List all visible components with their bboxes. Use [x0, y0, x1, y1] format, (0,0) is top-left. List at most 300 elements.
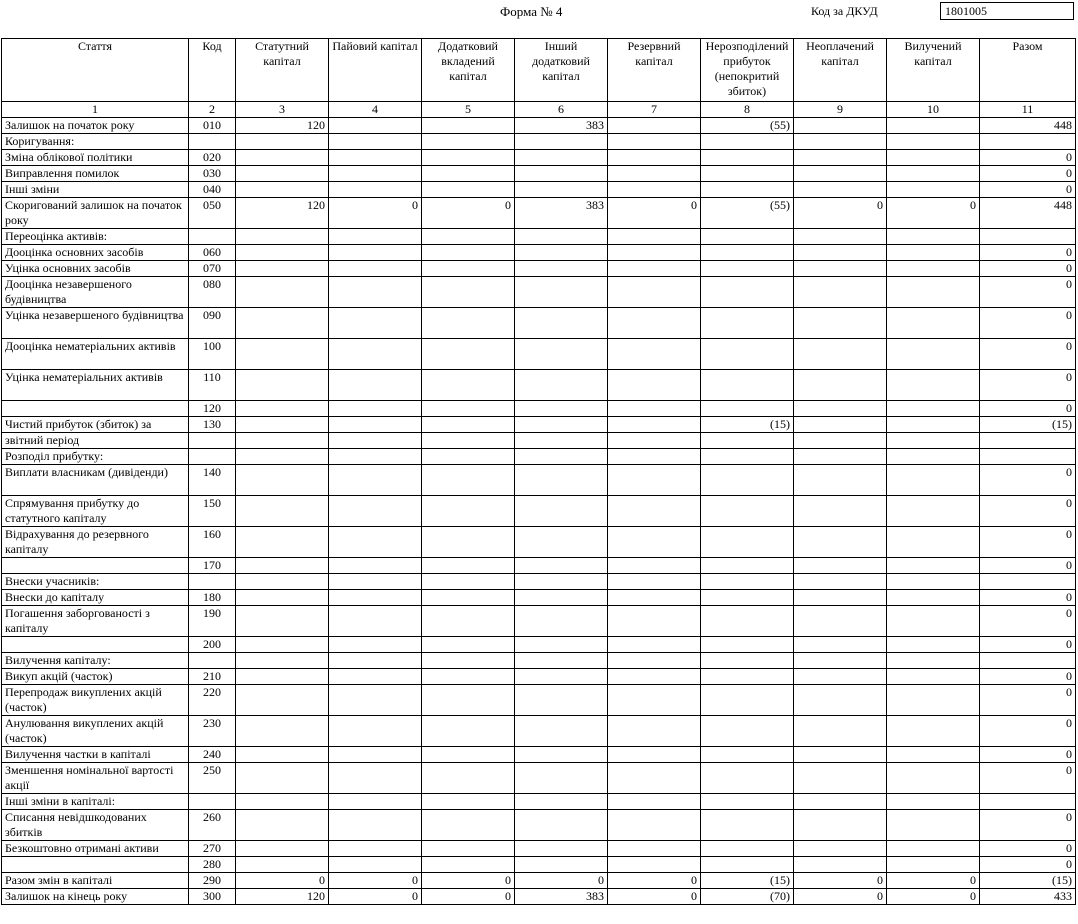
value-cell [608, 716, 701, 747]
row-label: Безкоштовно отримані активи [2, 841, 189, 857]
value-cell: 0 [980, 716, 1076, 747]
value-cell: 0 [980, 590, 1076, 606]
row-label: Виплати власникам (дивіденди) [2, 465, 189, 496]
value-cell [608, 810, 701, 841]
column-header: Стаття [2, 39, 189, 102]
table-row [2, 465, 1076, 496]
value-cell [422, 401, 515, 417]
value-cell [608, 118, 701, 134]
value-cell: 0 [980, 339, 1076, 370]
value-cell [236, 496, 329, 527]
value-cell [329, 496, 422, 527]
value-cell [701, 574, 794, 590]
row-label [2, 401, 189, 417]
value-cell [422, 182, 515, 198]
value-cell [236, 308, 329, 339]
row-label: Уцінка незавершеного будівництва [2, 308, 189, 339]
value-cell [980, 794, 1076, 810]
value-cell [701, 763, 794, 794]
value-cell [701, 245, 794, 261]
row-label: Відрахування до резервного капіталу [2, 527, 189, 558]
value-cell [515, 449, 608, 465]
table-row [2, 810, 1076, 841]
value-cell [608, 637, 701, 653]
value-cell [329, 339, 422, 370]
value-cell [608, 339, 701, 370]
value-cell: 0 [980, 857, 1076, 873]
value-cell [515, 417, 608, 433]
value-cell [329, 433, 422, 449]
row-label: Переоцінка активів: [2, 229, 189, 245]
value-cell [236, 465, 329, 496]
value-cell [794, 669, 887, 685]
value-cell: 0 [980, 166, 1076, 182]
row-label [2, 857, 189, 873]
value-cell [608, 527, 701, 558]
value-cell [887, 669, 980, 685]
value-cell: 0 [887, 873, 980, 889]
value-cell [608, 261, 701, 277]
value-cell [887, 229, 980, 245]
value-cell [887, 166, 980, 182]
row-label [2, 558, 189, 574]
value-cell [608, 465, 701, 496]
value-cell [329, 150, 422, 166]
value-cell [701, 465, 794, 496]
value-cell [887, 277, 980, 308]
value-cell: 0 [329, 889, 422, 905]
column-number: 2 [189, 102, 236, 118]
value-cell [236, 339, 329, 370]
value-cell [329, 182, 422, 198]
value-cell [422, 763, 515, 794]
row-code [189, 449, 236, 465]
value-cell [329, 229, 422, 245]
table-row [2, 182, 1076, 198]
value-cell: 0 [980, 370, 1076, 401]
value-cell [608, 841, 701, 857]
row-code: 180 [189, 590, 236, 606]
value-cell: 0 [980, 637, 1076, 653]
value-cell [794, 433, 887, 449]
value-cell [794, 308, 887, 339]
value-cell [422, 653, 515, 669]
value-cell [236, 574, 329, 590]
value-cell [329, 606, 422, 637]
value-cell [515, 747, 608, 763]
value-cell [701, 339, 794, 370]
value-cell [980, 653, 1076, 669]
value-cell [329, 794, 422, 810]
value-cell: 0 [608, 198, 701, 229]
value-cell [608, 653, 701, 669]
row-code: 170 [189, 558, 236, 574]
table-row [2, 433, 1076, 449]
value-cell [794, 747, 887, 763]
value-cell: 0 [329, 198, 422, 229]
value-cell [236, 763, 329, 794]
value-cell [980, 449, 1076, 465]
value-cell [236, 370, 329, 401]
value-cell [422, 496, 515, 527]
value-cell: 120 [236, 198, 329, 229]
value-cell [701, 433, 794, 449]
row-code: 160 [189, 527, 236, 558]
table-row [2, 669, 1076, 685]
value-cell [701, 370, 794, 401]
value-cell [236, 747, 329, 763]
value-cell [515, 653, 608, 669]
value-cell: 0 [608, 889, 701, 905]
row-code [189, 134, 236, 150]
row-code: 220 [189, 685, 236, 716]
table-row [2, 449, 1076, 465]
row-code: 100 [189, 339, 236, 370]
row-label: Розподіл прибутку: [2, 449, 189, 465]
value-cell [980, 433, 1076, 449]
value-cell [887, 747, 980, 763]
value-cell [794, 653, 887, 669]
value-cell [236, 637, 329, 653]
value-cell: (15) [980, 417, 1076, 433]
column-number: 11 [980, 102, 1076, 118]
value-cell [422, 606, 515, 637]
value-cell [515, 277, 608, 308]
column-number: 6 [515, 102, 608, 118]
column-numbers [2, 102, 1076, 118]
column-header: Інший додатковий капітал [515, 39, 608, 102]
value-cell [980, 134, 1076, 150]
value-cell [329, 449, 422, 465]
table-row [2, 763, 1076, 794]
value-cell [794, 590, 887, 606]
value-cell [422, 637, 515, 653]
value-cell: 120 [236, 118, 329, 134]
value-cell [608, 370, 701, 401]
value-cell [794, 134, 887, 150]
value-cell [608, 496, 701, 527]
value-cell [236, 653, 329, 669]
value-cell [422, 794, 515, 810]
value-cell [236, 558, 329, 574]
value-cell [701, 166, 794, 182]
value-cell [887, 590, 980, 606]
value-cell: 0 [980, 277, 1076, 308]
value-cell [236, 606, 329, 637]
row-code: 230 [189, 716, 236, 747]
table-row [2, 245, 1076, 261]
value-cell [701, 401, 794, 417]
table-row [2, 716, 1076, 747]
value-cell: 0 [980, 763, 1076, 794]
value-cell [887, 794, 980, 810]
value-cell [422, 465, 515, 496]
value-cell [515, 841, 608, 857]
value-cell [608, 857, 701, 873]
value-cell [608, 308, 701, 339]
table-row [2, 685, 1076, 716]
value-cell [422, 527, 515, 558]
value-cell: 0 [980, 308, 1076, 339]
value-cell [887, 574, 980, 590]
value-cell: 0 [980, 245, 1076, 261]
value-cell [236, 182, 329, 198]
value-cell [608, 401, 701, 417]
value-cell [236, 857, 329, 873]
value-cell [794, 637, 887, 653]
value-cell [422, 370, 515, 401]
table-row [2, 261, 1076, 277]
value-cell [422, 339, 515, 370]
column-number: 5 [422, 102, 515, 118]
value-cell [794, 417, 887, 433]
value-cell: 0 [329, 873, 422, 889]
value-cell [515, 339, 608, 370]
table-row [2, 134, 1076, 150]
value-cell: 0 [980, 465, 1076, 496]
value-cell: 383 [515, 198, 608, 229]
row-code [189, 574, 236, 590]
value-cell [422, 590, 515, 606]
value-cell [608, 747, 701, 763]
row-code: 080 [189, 277, 236, 308]
value-cell [794, 716, 887, 747]
value-cell [329, 261, 422, 277]
value-cell [515, 857, 608, 873]
value-cell [329, 685, 422, 716]
value-cell [608, 558, 701, 574]
table-row [2, 889, 1076, 905]
row-label: Чистий прибуток (збиток) за [2, 417, 189, 433]
value-cell [515, 261, 608, 277]
table-row [2, 229, 1076, 245]
value-cell [329, 590, 422, 606]
row-label: Коригування: [2, 134, 189, 150]
table-row [2, 558, 1076, 574]
row-code: 010 [189, 118, 236, 134]
value-cell [422, 261, 515, 277]
value-cell [608, 150, 701, 166]
value-cell [701, 637, 794, 653]
row-label: Уцінка основних засобів [2, 261, 189, 277]
value-cell [329, 465, 422, 496]
value-cell [794, 841, 887, 857]
value-cell [887, 449, 980, 465]
value-cell [887, 118, 980, 134]
row-label: Залишок на початок року [2, 118, 189, 134]
value-cell [236, 449, 329, 465]
value-cell [329, 669, 422, 685]
value-cell [608, 574, 701, 590]
value-cell: 0 [422, 198, 515, 229]
value-cell [515, 465, 608, 496]
row-label: Внески учасників: [2, 574, 189, 590]
row-code: 250 [189, 763, 236, 794]
value-cell [794, 496, 887, 527]
value-cell [608, 417, 701, 433]
row-label: Уцінка нематеріальних активів [2, 370, 189, 401]
table-row [2, 527, 1076, 558]
value-cell [608, 669, 701, 685]
value-cell [980, 229, 1076, 245]
form-title: Форма № 4 [500, 4, 563, 19]
value-cell [236, 150, 329, 166]
value-cell [701, 527, 794, 558]
value-cell: 0 [980, 182, 1076, 198]
value-cell: 0 [794, 889, 887, 905]
value-cell [236, 527, 329, 558]
value-cell [701, 449, 794, 465]
table-row [2, 496, 1076, 527]
value-cell [887, 857, 980, 873]
value-cell [236, 841, 329, 857]
value-cell: 120 [236, 889, 329, 905]
table-row [2, 606, 1076, 637]
value-cell [422, 841, 515, 857]
column-header: Пайовий капітал [329, 39, 422, 102]
value-cell [515, 308, 608, 339]
row-code: 050 [189, 198, 236, 229]
value-cell [236, 810, 329, 841]
value-cell [515, 637, 608, 653]
row-label: Разом змін в капіталі [2, 873, 189, 889]
row-label: Списання невідшкодованих збитків [2, 810, 189, 841]
value-cell [329, 277, 422, 308]
value-cell [236, 134, 329, 150]
value-cell [794, 277, 887, 308]
value-cell [236, 245, 329, 261]
row-label: Анулювання викуплених акцій (часток) [2, 716, 189, 747]
column-number: 8 [701, 102, 794, 118]
value-cell [329, 370, 422, 401]
value-cell: 0 [794, 873, 887, 889]
value-cell [887, 261, 980, 277]
value-cell [701, 558, 794, 574]
value-cell [887, 716, 980, 747]
row-label: Скоригований залишок на початок року [2, 198, 189, 229]
value-cell [515, 401, 608, 417]
table-row [2, 401, 1076, 417]
value-cell: 0 [980, 606, 1076, 637]
value-cell [422, 558, 515, 574]
value-cell [422, 810, 515, 841]
table-row [2, 417, 1076, 433]
value-cell [701, 653, 794, 669]
row-label: Залишок на кінець року [2, 889, 189, 905]
value-cell [329, 527, 422, 558]
row-label: звітний період [2, 433, 189, 449]
value-cell [887, 339, 980, 370]
value-cell [422, 449, 515, 465]
value-cell [329, 574, 422, 590]
value-cell [608, 245, 701, 261]
table-row [2, 747, 1076, 763]
row-code [189, 229, 236, 245]
row-code: 280 [189, 857, 236, 873]
value-cell: 0 [422, 873, 515, 889]
value-cell [794, 370, 887, 401]
row-code: 270 [189, 841, 236, 857]
value-cell [887, 308, 980, 339]
value-cell [794, 401, 887, 417]
row-code: 290 [189, 873, 236, 889]
value-cell [422, 229, 515, 245]
column-header: Код [189, 39, 236, 102]
value-cell [422, 277, 515, 308]
value-cell [887, 558, 980, 574]
value-cell [701, 685, 794, 716]
value-cell: 0 [980, 496, 1076, 527]
value-cell [329, 716, 422, 747]
value-cell [515, 166, 608, 182]
value-cell [422, 150, 515, 166]
column-number: 10 [887, 102, 980, 118]
value-cell [515, 370, 608, 401]
table-row [2, 574, 1076, 590]
value-cell [608, 134, 701, 150]
value-cell [608, 449, 701, 465]
value-cell [887, 134, 980, 150]
value-cell [887, 150, 980, 166]
table-row [2, 857, 1076, 873]
value-cell [794, 182, 887, 198]
value-cell: (55) [701, 198, 794, 229]
table-row [2, 590, 1076, 606]
value-cell [329, 747, 422, 763]
value-cell [329, 118, 422, 134]
form-header [0, 0, 1078, 38]
value-cell [608, 590, 701, 606]
row-code: 040 [189, 182, 236, 198]
value-cell [701, 841, 794, 857]
value-cell [701, 794, 794, 810]
value-cell [515, 433, 608, 449]
value-cell: 448 [980, 198, 1076, 229]
value-cell [887, 653, 980, 669]
value-cell [608, 229, 701, 245]
value-cell: (15) [701, 873, 794, 889]
value-cell [422, 716, 515, 747]
value-cell [515, 527, 608, 558]
value-cell [794, 685, 887, 716]
value-cell [329, 134, 422, 150]
value-cell [701, 857, 794, 873]
value-cell [236, 229, 329, 245]
row-code: 190 [189, 606, 236, 637]
table-row [2, 841, 1076, 857]
value-cell [329, 558, 422, 574]
value-cell [701, 606, 794, 637]
value-cell [794, 449, 887, 465]
value-cell [515, 558, 608, 574]
value-cell [794, 763, 887, 794]
column-header: Додатковий вкладений капітал [422, 39, 515, 102]
row-label: Внески до капіталу [2, 590, 189, 606]
value-cell [422, 574, 515, 590]
row-code: 020 [189, 150, 236, 166]
table-row [2, 794, 1076, 810]
value-cell: 0 [887, 198, 980, 229]
value-cell [608, 182, 701, 198]
capital-statement-table [1, 38, 1076, 905]
value-cell [608, 794, 701, 810]
row-code [189, 794, 236, 810]
value-cell [608, 433, 701, 449]
value-cell: (55) [701, 118, 794, 134]
value-cell: 0 [980, 558, 1076, 574]
row-code: 150 [189, 496, 236, 527]
value-cell [887, 433, 980, 449]
